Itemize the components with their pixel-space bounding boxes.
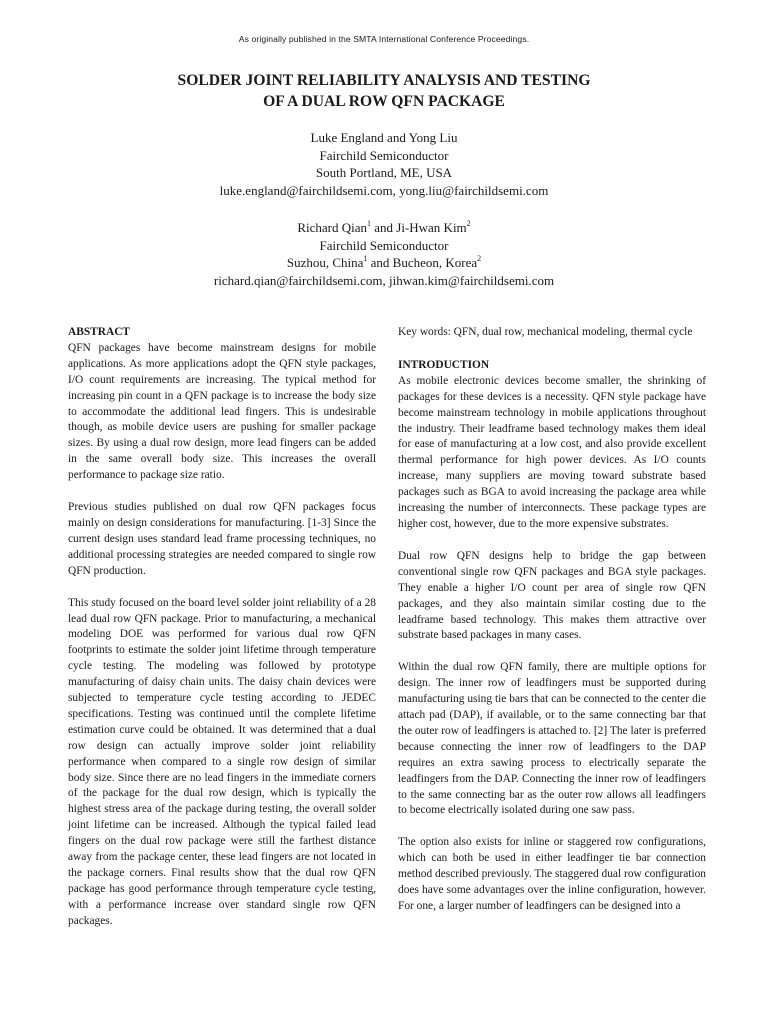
abstract-paragraph: This study focused on the board level solder joint reliability of a 28 lead dual row QFN package. Prior to manufacturing, a mechanical modeling DOE was performed for various dual row QFN footprints to estimate the solder joint lifetime through temperature cycle testing. The modeling was followed by prototype manufacturing of daisy chain units. The daisy chain devices were subjected to temperature cycle testing according to JEDEC specifications. Testing was continued until the complete lifetime estimation curve could be obtained. It was determined that a dual row design can actually improve solder joint reliability performance when compared to a single row design of similar body size. Since there are no lead fingers in the immediate corners of the package for the dual row design, which is typically the highest stress area of the package during testing, the overall solder joint lifetime can be increased. Although the typical failed lead fingers on the dual row package were still the farthest distance away from the package center, these lead fingers are not located in the package corners. Final results show that the dual row QFN package has good performance through temperature cycle testing, with a performance increase over standard single row QFN packages. xyxy=(68,596,376,927)
introduction-paragraph: As mobile electronic devices become smaller, the shrinking of packages for these devices is a necessity. QFN style package have become mainstream technology in mobile applications throughout the industry. Their leadframe based technology makes them ideal for ease of manufacturing at a low cost, and also provide excellent thermal performance for high power devices. As I/O counts increase, many suppliers are moving toward substrate based packages such as BGA to avoid increasing the package area while increasing the number of interconnects. These package types are higher cost, however, due to the more expensive substrates. xyxy=(398,374,706,530)
title-line-2: OF A DUAL ROW QFN PACKAGE xyxy=(263,93,505,110)
abstract-heading: ABSTRACT xyxy=(68,326,131,338)
author-emails: luke.england@fairchildsemi.com, yong.liu@fairchildsemi.com xyxy=(219,182,549,198)
author-names: Luke England and Yong Liu xyxy=(310,130,458,145)
author-affiliation: Fairchild Semiconductor xyxy=(319,237,449,253)
author-affiliation: Fairchild Semiconductor xyxy=(319,147,449,163)
title-line-1: SOLDER JOINT RELIABILITY ANALYSIS AND TESTING xyxy=(177,72,591,89)
introduction-paragraph: The option also exists for inline or staggered row configurations, which can both be used in either leadfinger tie bar connection method described previously. The staggered dual row configuration does have some advantages over the inline configuration, however. For one, a larger number of leadfingers can be designed into a xyxy=(398,836,706,912)
location-text: and Bucheon, Korea xyxy=(367,255,478,270)
location-text: Suzhou, China xyxy=(286,255,364,270)
author-block-2 xyxy=(0,219,768,289)
author-location xyxy=(0,254,768,272)
author-name: and Ji-Hwan Kim xyxy=(370,220,467,235)
introduction-paragraph: Dual row QFN designs help to bridge the gap between conventional single row QFN packages and BGA style packages. They enable a higher I/O count per area of single row QFN packages, and they also maintain similar costing due to the leadframe based technology. This makes them attractive over substrate based packages in many cases. xyxy=(398,549,706,642)
affiliation-marker: 1 xyxy=(366,218,371,228)
right-column xyxy=(398,325,706,931)
author-emails: richard.qian@fairchildsemi.com, jihwan.kim@fairchildsemi.com xyxy=(213,272,555,288)
author-block-1 xyxy=(0,129,768,199)
left-column xyxy=(68,325,376,946)
author-names xyxy=(0,219,768,237)
abstract-paragraph: QFN packages have become mainstream designs for mobile applications. As more applications adopt the QFN style packages, I/O count requirements are increasing. The typical method for increasing pin count in a QFN package is to increase the body size to accommodate the additional lead fingers. This is undesirable though, as mobile device users are pushing for smaller package sizes. By using a dual row design, more lead fingers can be added in the same overall body size. This increases the overall performance to package size ratio. xyxy=(68,341,376,482)
author-name: Richard Qian xyxy=(297,220,367,235)
paper-title xyxy=(0,70,768,112)
conference-note: As originally published in the SMTA International Conference Proceedings. xyxy=(238,34,530,44)
affiliation-marker: 2 xyxy=(466,218,471,228)
introduction-paragraph: Within the dual row QFN family, there are multiple options for design. The inner row of leadfingers must be supported during manufacturing using tie bars that can be connected to the center die attach pad (DAP), if available, or to the same connecting bar that the outer row of leadfingers is attached to. [2] The later is preferred because connecting the inner row of leadfingers to the DAP requires an extra sawing process to electrically separate the leadfingers from the DAP. Connecting the inner row of leadfingers to the same connecting bar as the outer row allows all leadfingers to become electrically isolated during one saw pass. xyxy=(398,661,706,817)
affiliation-marker: 2 xyxy=(477,253,482,263)
affiliation-marker: 1 xyxy=(363,253,368,263)
keywords: Key words: QFN, dual row, mechanical modeling, thermal cycle xyxy=(398,326,693,338)
author-location: South Portland, ME, USA xyxy=(315,165,453,180)
abstract-paragraph: Previous studies published on dual row QFN packages focus mainly on design considerations for manufacturing. [1-3] Since the current design uses standard lead frame processing techniques, no additional processing strategies are needed compared to single row QFN production. xyxy=(68,501,376,577)
introduction-heading: INTRODUCTION xyxy=(398,358,490,371)
